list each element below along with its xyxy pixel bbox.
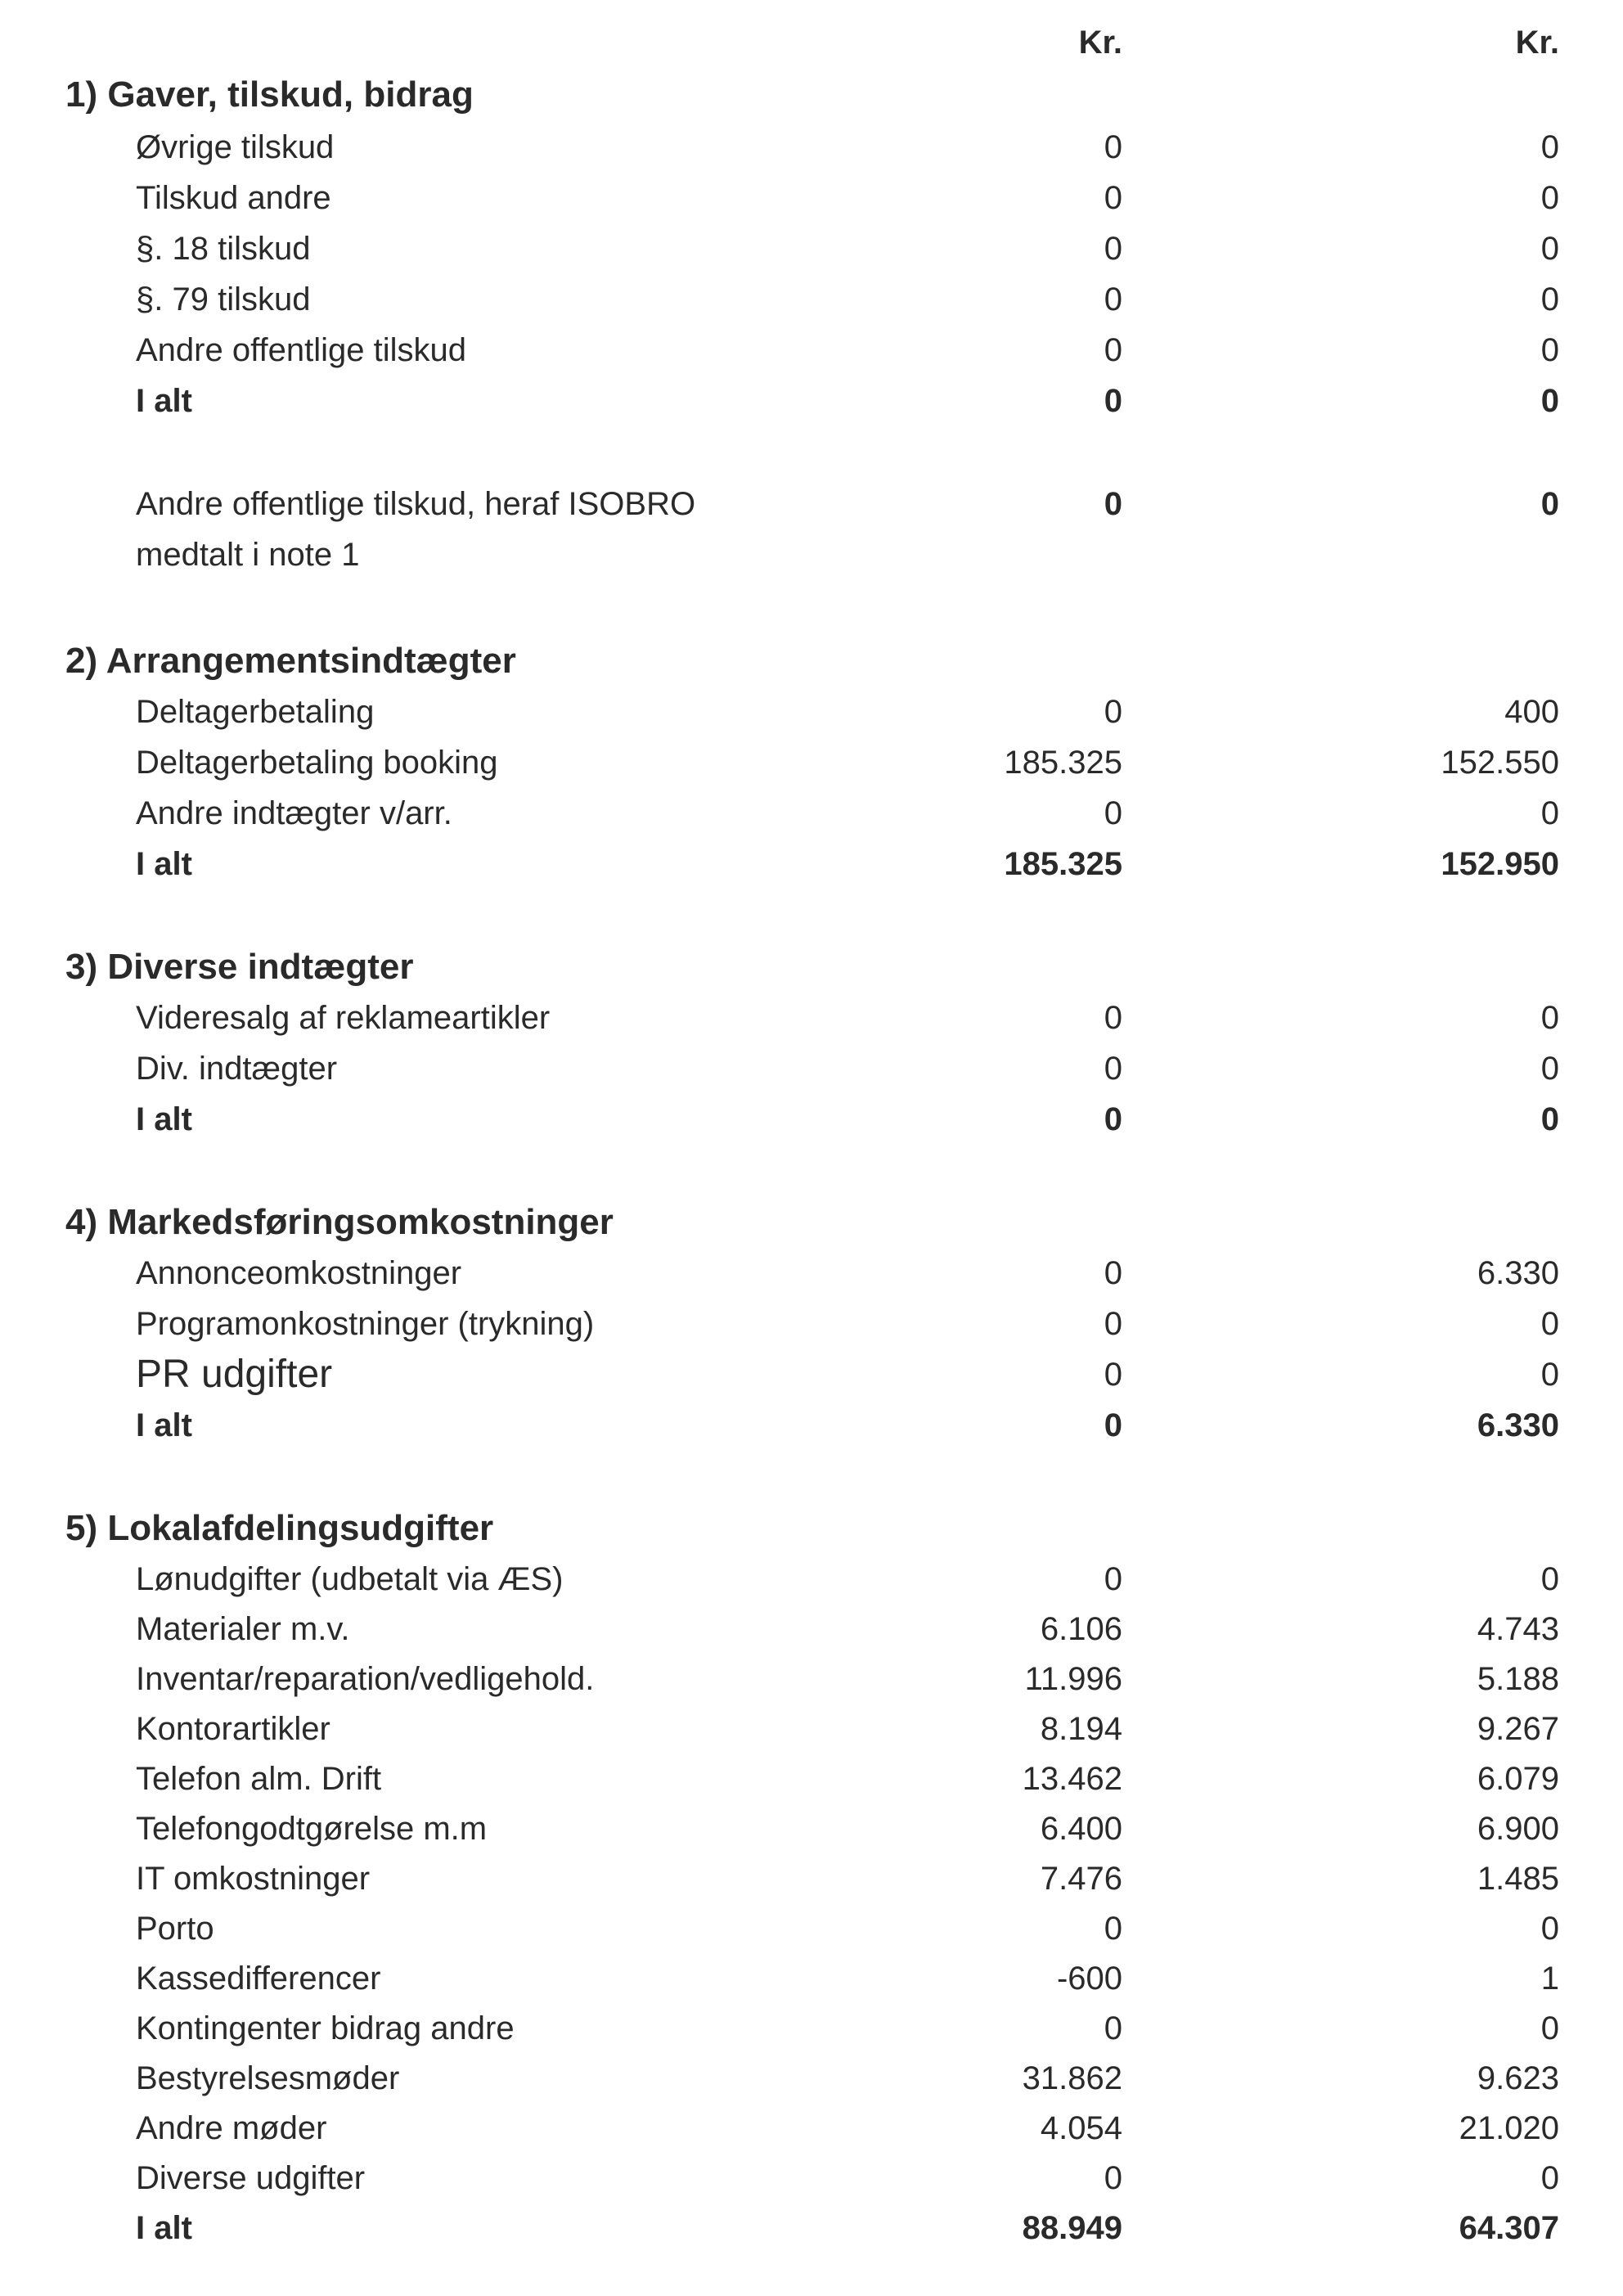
row-label: Andre møder xyxy=(136,2110,327,2146)
total-value-current: 88.949 xyxy=(1022,2210,1122,2246)
row-value-previous: 4.743 xyxy=(1477,1611,1559,1647)
row-label: Andre indtægter v/arr. xyxy=(136,795,452,831)
total-label: I alt xyxy=(136,2210,192,2246)
row-label: Telefon alm. Drift xyxy=(136,1761,382,1797)
row-label: medtalt i note 1 xyxy=(136,537,360,573)
row-value-previous: 0 xyxy=(1540,1357,1559,1393)
row-value-current: 0 xyxy=(1104,1561,1122,1597)
total-value-previous: 152.950 xyxy=(1441,846,1559,882)
row-value-current: 0 xyxy=(1104,2160,1122,2196)
note-1-title: 1) Gaver, tilskud, bidrag xyxy=(65,74,474,115)
note-2-title: 2) Arrangementsindtægter xyxy=(65,641,516,681)
table-row xyxy=(0,224,1623,273)
row-value-current: -600 xyxy=(1056,1961,1122,1997)
total-value-previous: 0 xyxy=(1540,1101,1559,1137)
table-row xyxy=(0,1954,1623,2003)
row-value-current: 6.106 xyxy=(1040,1611,1122,1647)
row-value-current: 6.400 xyxy=(1040,1811,1122,1847)
row-value-previous: 0 xyxy=(1540,2010,1559,2046)
row-label: Tilskud andre xyxy=(136,180,331,216)
row-label: PR udgifter xyxy=(136,1353,333,1396)
note-4-title: 4) Markedsføringsomkostninger xyxy=(65,1202,614,1242)
row-label: Øvrige tilskud xyxy=(136,129,335,165)
column-header-previous-year: Kr. xyxy=(1515,25,1559,61)
total-label: I alt xyxy=(136,1407,192,1443)
row-value-current: 11.996 xyxy=(1024,1661,1122,1697)
row-value-previous: 0 xyxy=(1540,2160,1559,2196)
row-value-current: 0 xyxy=(1104,1255,1122,1291)
row-value-current: 0 xyxy=(1104,129,1122,165)
row-value-current: 0 xyxy=(1104,486,1122,522)
row-value-previous: 6.900 xyxy=(1477,1811,1559,1847)
row-value-current: 0 xyxy=(1104,1306,1122,1342)
table-row xyxy=(0,993,1623,1042)
table-row xyxy=(0,479,1623,529)
row-value-previous: 6.330 xyxy=(1477,1255,1559,1291)
row-value-previous: 0 xyxy=(1540,1306,1559,1342)
table-row xyxy=(0,2054,1623,2103)
row-value-current: 0 xyxy=(1104,332,1122,368)
row-label: Telefongodtgørelse m.m xyxy=(136,1811,488,1847)
table-row xyxy=(0,2104,1623,2153)
table-row xyxy=(0,123,1623,172)
total-row xyxy=(0,1401,1623,1450)
row-value-previous: 0 xyxy=(1540,1561,1559,1597)
table-row xyxy=(0,1249,1623,1298)
row-value-current: 8.194 xyxy=(1040,1711,1122,1747)
table-row xyxy=(0,1754,1623,1803)
row-label: Videresalg af reklameartikler xyxy=(136,1000,551,1036)
total-value-previous: 0 xyxy=(1540,383,1559,419)
table-row xyxy=(0,1654,1623,1704)
row-value-current: 13.462 xyxy=(1022,1761,1122,1797)
table-row xyxy=(0,1704,1623,1754)
total-value-current: 0 xyxy=(1104,1407,1122,1443)
note-5-title: 5) Lokalafdelingsudgifter xyxy=(65,1508,494,1548)
total-value-previous: 6.330 xyxy=(1477,1407,1559,1443)
table-row xyxy=(0,738,1623,787)
row-label: Kassedifferencer xyxy=(136,1961,381,1997)
row-value-current: 0 xyxy=(1104,1357,1122,1393)
row-label: Annonceomkostninger xyxy=(136,1255,462,1291)
total-row xyxy=(0,2204,1623,2253)
total-value-current: 0 xyxy=(1104,383,1122,419)
table-row xyxy=(0,275,1623,324)
row-value-current: 0 xyxy=(1104,1000,1122,1036)
row-value-previous: 9.267 xyxy=(1477,1711,1559,1747)
table-row xyxy=(0,2154,1623,2203)
row-label: Kontingenter bidrag andre xyxy=(136,2010,515,2046)
row-label: Andre offentlige tilskud xyxy=(136,332,466,368)
row-value-current: 31.862 xyxy=(1022,2060,1122,2096)
row-label: Bestyrelsesmøder xyxy=(136,2060,400,2096)
row-value-current: 0 xyxy=(1104,281,1122,317)
row-value-current: 4.054 xyxy=(1040,2110,1122,2146)
row-value-current: 0 xyxy=(1104,2010,1122,2046)
row-label: Deltagerbetaling xyxy=(136,694,375,730)
table-row xyxy=(0,789,1623,838)
row-value-current: 0 xyxy=(1104,231,1122,267)
column-header-current-year: Kr. xyxy=(1078,25,1122,61)
table-row xyxy=(0,1350,1623,1399)
table-row xyxy=(0,530,1623,579)
row-value-previous: 0 xyxy=(1540,281,1559,317)
table-row xyxy=(0,1904,1623,1953)
row-value-current: 7.476 xyxy=(1040,1861,1122,1897)
total-row xyxy=(0,376,1623,425)
total-value-previous: 64.307 xyxy=(1459,2210,1559,2246)
row-value-current: 0 xyxy=(1104,795,1122,831)
row-value-previous: 1.485 xyxy=(1477,1861,1559,1897)
row-label: Andre offentlige tilskud, heraf ISOBRO xyxy=(136,486,696,522)
row-value-previous: 0 xyxy=(1540,129,1559,165)
column-header-row xyxy=(0,18,1623,67)
row-value-previous: 0 xyxy=(1540,795,1559,831)
row-label: Porto xyxy=(136,1911,214,1947)
note-3-title: 3) Diverse indtægter xyxy=(65,947,414,987)
row-label: Kontorartikler xyxy=(136,1711,330,1747)
row-value-previous: 400 xyxy=(1504,694,1559,730)
row-label: §. 18 tilskud xyxy=(136,231,311,267)
row-label: Programonkostninger (trykning) xyxy=(136,1306,595,1342)
row-label: Div. indtægter xyxy=(136,1051,338,1087)
total-label: I alt xyxy=(136,1101,192,1137)
table-row xyxy=(0,1299,1623,1348)
row-value-previous: 0 xyxy=(1540,332,1559,368)
row-label: IT omkostninger xyxy=(136,1861,371,1897)
row-value-previous: 9.623 xyxy=(1477,2060,1559,2096)
row-label: Inventar/reparation/vedligehold. xyxy=(136,1661,595,1697)
table-row xyxy=(0,326,1623,375)
row-value-previous: 6.079 xyxy=(1477,1761,1559,1797)
row-value-current: 0 xyxy=(1104,180,1122,216)
row-value-current: 185.325 xyxy=(1004,745,1122,781)
table-row xyxy=(0,1555,1623,1604)
table-row xyxy=(0,1044,1623,1093)
row-label: Lønudgifter (udbetalt via ÆS) xyxy=(136,1561,564,1597)
table-row xyxy=(0,2004,1623,2053)
table-row xyxy=(0,687,1623,736)
row-value-previous: 0 xyxy=(1540,1000,1559,1036)
row-value-previous: 0 xyxy=(1540,486,1559,522)
total-value-current: 185.325 xyxy=(1004,846,1122,882)
table-row xyxy=(0,1605,1623,1654)
row-value-previous: 0 xyxy=(1540,180,1559,216)
total-label: I alt xyxy=(136,383,192,419)
row-label: Materialer m.v. xyxy=(136,1611,350,1647)
table-row xyxy=(0,173,1623,223)
row-label: Diverse udgifter xyxy=(136,2160,366,2196)
row-value-previous: 0 xyxy=(1540,1911,1559,1947)
row-label: §. 79 tilskud xyxy=(136,281,311,317)
row-value-previous: 0 xyxy=(1540,1051,1559,1087)
total-label: I alt xyxy=(136,846,192,882)
row-value-previous: 21.020 xyxy=(1459,2110,1559,2146)
row-value-current: 0 xyxy=(1104,1911,1122,1947)
row-value-previous: 152.550 xyxy=(1441,745,1559,781)
row-value-previous: 0 xyxy=(1540,231,1559,267)
row-value-current: 0 xyxy=(1104,1051,1122,1087)
table-row xyxy=(0,1804,1623,1853)
row-label: Deltagerbetaling booking xyxy=(136,745,498,781)
total-row xyxy=(0,1095,1623,1144)
row-value-previous: 5.188 xyxy=(1477,1661,1559,1697)
total-value-current: 0 xyxy=(1104,1101,1122,1137)
row-value-previous: 1 xyxy=(1540,1961,1559,1997)
row-value-current: 0 xyxy=(1104,694,1122,730)
table-row xyxy=(0,1854,1623,1903)
total-row xyxy=(0,840,1623,889)
